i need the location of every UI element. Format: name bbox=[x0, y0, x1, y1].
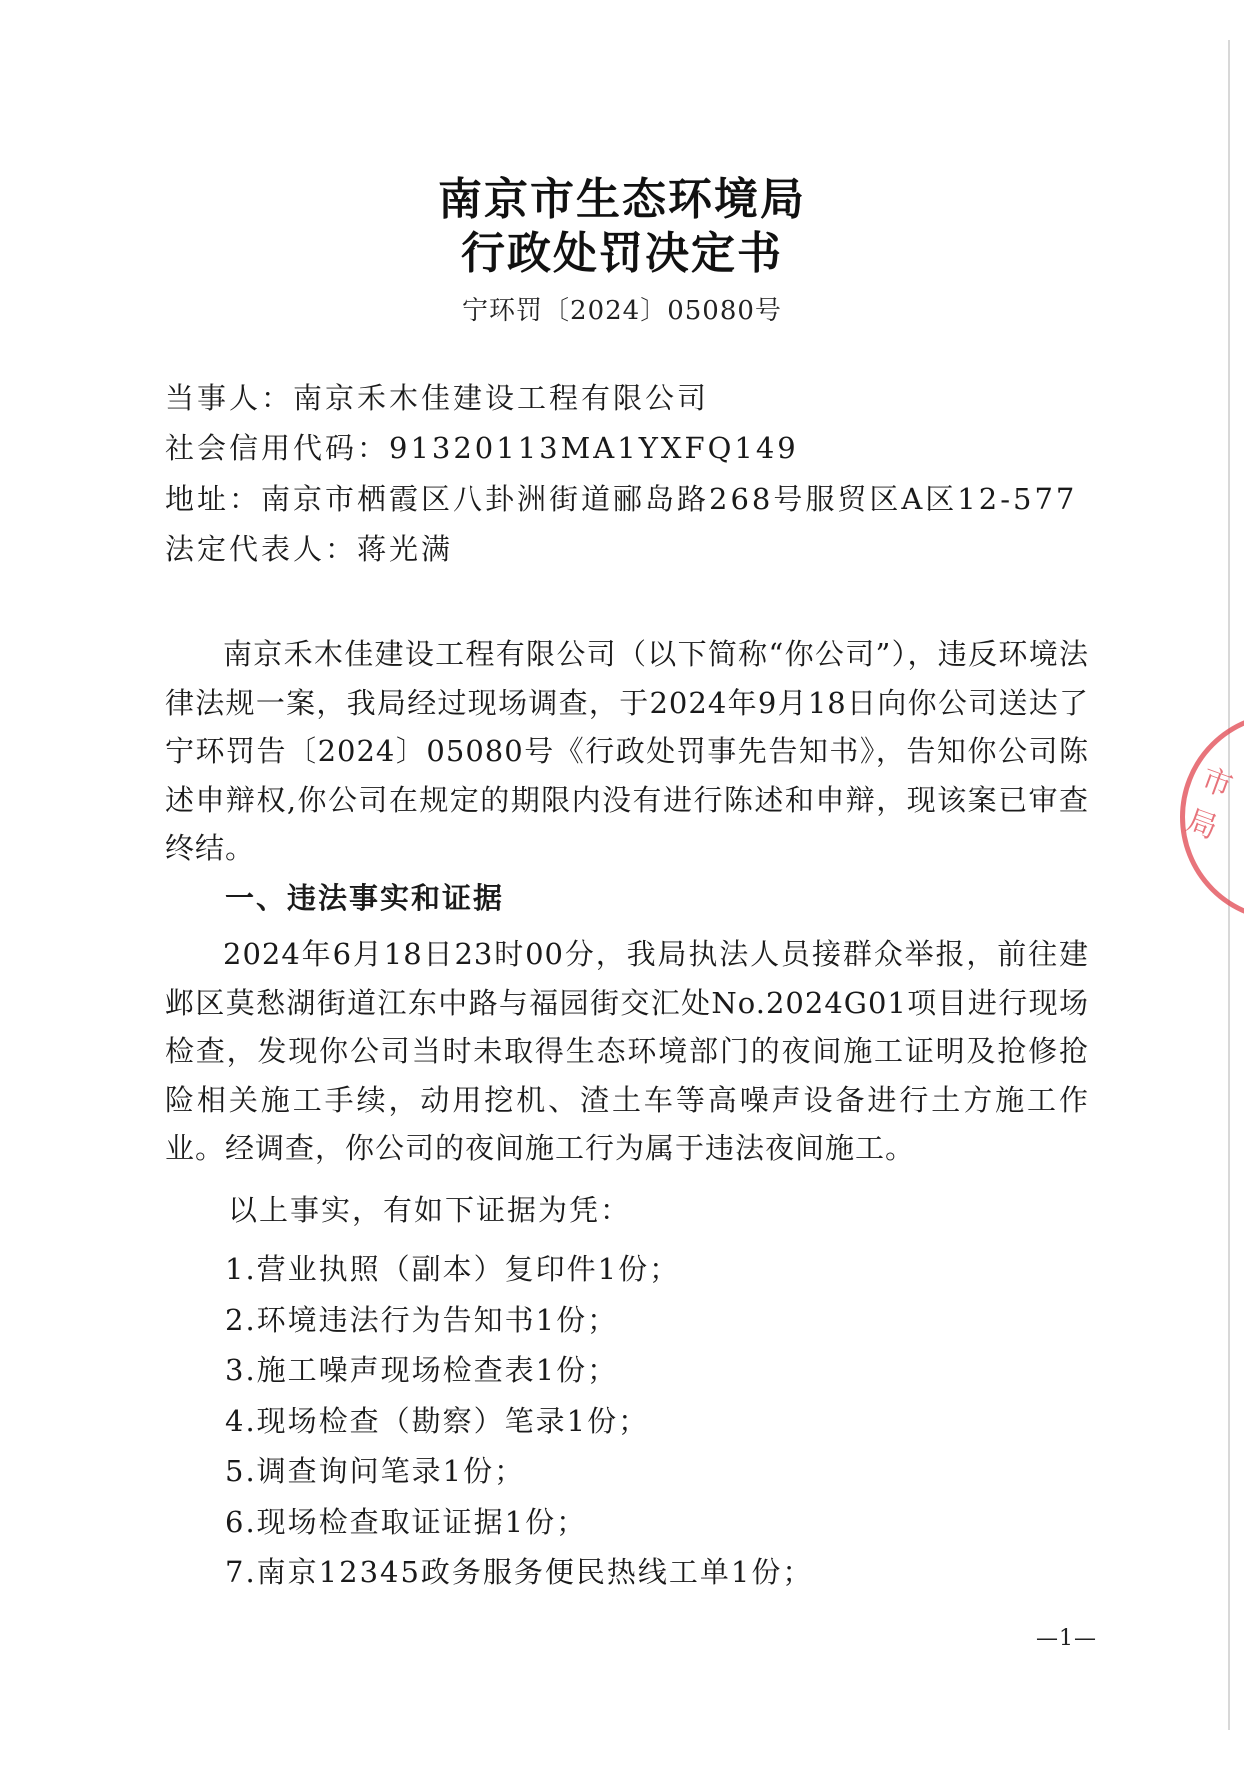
intro-paragraph bbox=[165, 630, 1089, 873]
evidence-item: 7.南京12345政务服务便民热线工单1份； bbox=[225, 1555, 814, 1589]
facts-paragraph bbox=[165, 930, 1089, 1173]
legal-representative: 法定代表人：蒋光满 bbox=[165, 532, 454, 566]
document-number: 宁环罚〔2024〕05080号 bbox=[462, 296, 782, 326]
credit-code: 社会信用代码：91320113MA1YXFQ149 bbox=[165, 431, 799, 465]
intro-paragraph-text: 南京禾木佳建设工程有限公司（以下简称“你公司”），违反环境法律法规一案，我局经过现场调查，于2024年9月18日向你公司送达了宁环罚告〔2024〕05080号《行政处罚事先告知书》，告知你公司陈述申辩权,你公司在规定的期限内没有进行陈述和申辩，现该案已审查终结。 bbox=[165, 637, 1089, 865]
section-heading: 一、违法事实和证据 bbox=[225, 881, 505, 915]
evidence-item: 6.现场检查取证证据1份； bbox=[225, 1504, 588, 1539]
party-name: 当事人：南京禾木佳建设工程有限公司 bbox=[165, 381, 710, 415]
facts-paragraph-text: 2024年6月18日23时00分，我局执法人员接群众举报，前往建邺区莫愁湖街道江东中路与福园街交汇处No.2024G01项目进行现场检查，发现你公司当时未取得生态环境部门的夜间施工证明及抢修抢险相关施工手续，动用挖机、渣土车等高噪声设备进行土方施工作业。经调查，你公司的夜间施工行为属于违法夜间施工。 bbox=[165, 937, 1089, 1165]
issuer-title: 南京市生态环境局 bbox=[438, 174, 806, 225]
evidence-item: 4.现场检查（勘察）笔录1份； bbox=[225, 1403, 650, 1438]
evidence-list bbox=[225, 1244, 813, 1598]
evidence-item: 5.调查询问笔录1份； bbox=[225, 1454, 526, 1488]
evidence-intro: 以上事实，有如下证据为凭： bbox=[228, 1193, 632, 1227]
evidence-item: 2.环境违法行为告知书1份； bbox=[225, 1302, 619, 1337]
party-address: 地址：南京市栖霞区八卦洲街道郦岛路268号服贸区A区12-577 bbox=[165, 482, 1078, 516]
evidence-item: 3.施工噪声现场检查表1份； bbox=[225, 1353, 619, 1387]
evidence-item: 1.营业执照（副本）复印件1份； bbox=[225, 1252, 681, 1286]
document-type-title: 行政处罚决定书 bbox=[461, 228, 783, 279]
page-number: —1— bbox=[1036, 1626, 1097, 1651]
seal-partial-text: 市 局 bbox=[1181, 761, 1241, 848]
